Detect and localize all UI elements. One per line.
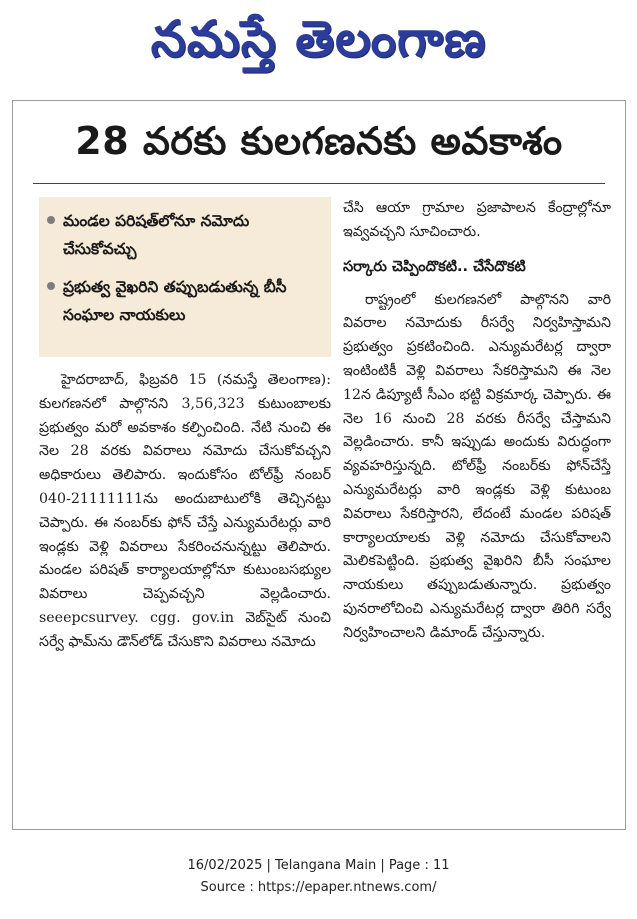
- bullet-icon: [47, 216, 55, 224]
- right-column: [343, 197, 611, 646]
- masthead-title: నమస్తే తెలంగాణ: [150, 9, 487, 68]
- footer-edition-info: 16/02/2025 | Telangana Main | Page : 11: [187, 858, 450, 873]
- highlight-text: ప్రభుత్వ వైఖరిని తప్పుబడుతున్న బీసీ సంఘాల నాయకులు: [63, 278, 287, 324]
- bullet-icon: [47, 282, 55, 290]
- highlights-box: [39, 197, 331, 357]
- footer-source: Source : https://epaper.ntnews.com/: [200, 880, 437, 895]
- left-column: [39, 197, 331, 655]
- highlight-item: [47, 207, 323, 263]
- newspaper-masthead: [0, 0, 637, 90]
- article-subhead: సర్కారు చెప్పిందొకటి.. చేసేదొకటి: [343, 258, 526, 275]
- article-paragraph: రాష్ట్రంలో కులగణనలో పాల్గొనని వారి వివరాల నమోదుకు రీసర్వే నిర్వహిస్తామని ప్రభుత్వం ప్రకటించింది. ఎన్యుమరేటర్ల ద్వారా ఇంటింటికీ వెళ్లి వివరాలు సేకరిస్తామని ఈ నెల 12న డిప్యూటీ సీఎం భట్టి విక్రమార్క చెప్పారు. ఈ నెల 16 నుంచి 28 వరకు రీసర్వే చేస్తామని వెల్లడించారు. కానీ ఇప్పుడు అందుకు విరుద్ధంగా వ్యవహరిస్తున్నది. టోల్‌ఫ్రీ నంబర్‌కు ఫోన్‌చేస్తే ఎన్యుమరేటర్లు వారి ఇండ్లకు వెళ్లి కుటుంబ వివరాలు సేకరిస్తారని, లేదంటే మండల పరిషత్ కార్యాలయాలకు వెళ్లి నమోదు చేసుకోవాలని మెలికపెట్టింది. ప్రభుత్వ వైఖరిని బీసీ సంఘాల నాయకులు తప్పుబడుతున్నారు. ప్రభుత్వం పునరాలోచించి ఎన్యుమరేటర్ల ద్వారా తిరిగి సర్వే నిర్వహించాలని డిమాండ్ చేస్తున్నారు.: [343, 291, 611, 641]
- article-paragraph: హైదరాబాద్, ఫిబ్రవరి 15 (నమస్తే తెలంగాణ): కులగణనలో పాల్గొనని 3,56,323 కుటుంబాలకు ప్రభుత్వం మరో అవకాశం కల్పించింది. నేటి నుంచి ఈ నెల 28 వరకు వివరాలు నమోదు చేసుకోవచ్చని అధికారులు తెలిపారు. ఇందుకోసం టోల్‌ఫ్రీ నంబర్ 040-21111111ను అందుబాటులోకి తెచ్చినట్టు చెప్పారు. ఈ నంబర్‌కు ఫోన్ చేస్తే ఎన్యుమరేటర్లు వారి ఇండ్లకు వెళ్లి వివరాలు సేకరించనున్నట్టు తెలిపారు. మండల పరిషత్ కార్యాలయాల్లోనూ కుటుంబసభ్యుల వివరాలు చెప్పవచ్చని వెల్లడించారు. seeepcsurvey. cgg. gov.in వెబ్‌సైట్ నుంచి సర్వే ఫామ్‌ను డౌన్‌లోడ్ చేసుకొని వివరాలు నమోదు: [39, 372, 331, 650]
- news-clipping: [12, 100, 626, 830]
- article-paragraph-continued: చేసి ఆయా గ్రామాల ప్రజాపాలన కేంద్రాల్లోనూ ఇవ్వవచ్చని సూచించారు.: [343, 200, 611, 240]
- highlight-item: [47, 273, 323, 329]
- highlight-text: మండల పరిషత్‌లోనూ నమోదు చేసుకోవచ్చు: [63, 212, 250, 258]
- headline-divider: [33, 183, 605, 184]
- article-headline: 28 వరకు కులగణనకు అవకాశం: [75, 119, 563, 163]
